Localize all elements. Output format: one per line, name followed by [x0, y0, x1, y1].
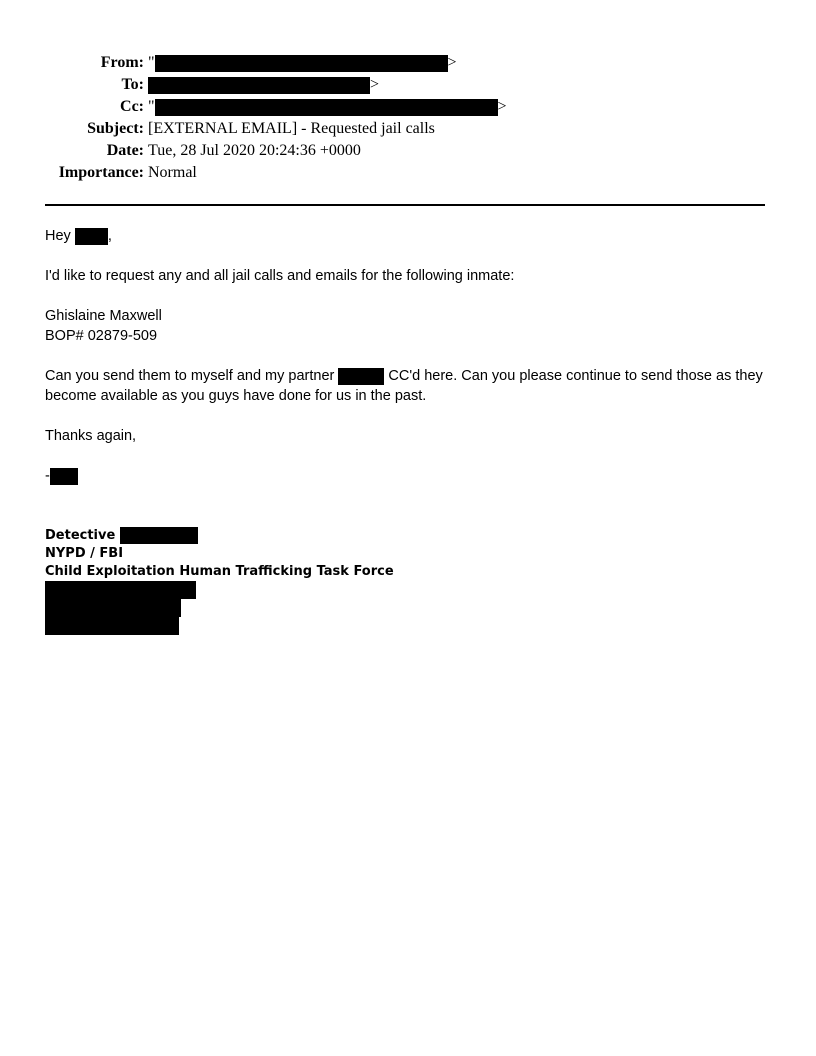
cc-row: [0, 96, 816, 118]
redaction-block: [50, 468, 78, 485]
from-row: [0, 52, 816, 74]
greeting-prefix: Hey: [45, 228, 75, 244]
cc-suffix: >: [497, 98, 507, 115]
date-value: Tue, 28 Jul 2020 20:24:36 +0000: [148, 142, 361, 159]
to-row: [0, 74, 816, 96]
thanks-line: Thanks again,: [45, 428, 137, 444]
importance-label: Importance:: [58, 164, 144, 181]
email-body: [45, 226, 770, 486]
subject-label: Subject:: [87, 120, 144, 137]
signature-unit: Child Exploitation Human Trafficking Task Force: [45, 564, 394, 579]
subject-value: [EXTERNAL EMAIL] - Requested jail calls: [148, 120, 435, 137]
redaction-block: [45, 599, 181, 617]
date-row: [0, 140, 816, 162]
greeting-suffix: ,: [107, 228, 112, 244]
email-header: [0, 52, 816, 184]
cc-prefix: ": [148, 98, 155, 115]
redaction-block: [45, 581, 196, 599]
inmate-bop: BOP# 02879-509: [45, 328, 158, 344]
request-line: I'd like to request any and all jail calls and emails for the following inmate:: [45, 268, 515, 284]
redaction-block: [155, 99, 498, 116]
redaction-block: [155, 55, 448, 72]
send-line-suffix: CC'd here. Can you please continue to send those as they become available as you guys have done for us in the past.: [45, 368, 763, 404]
cc-label: Cc:: [120, 98, 144, 115]
importance-row: [0, 162, 816, 184]
signature-agency: NYPD / FBI: [45, 546, 124, 561]
redaction-block: [148, 77, 370, 94]
cc-value: [148, 98, 507, 116]
to-value: [148, 76, 379, 94]
signoff: [45, 466, 770, 486]
inmate-name: Ghislaine Maxwell: [45, 308, 162, 324]
signoff-dash: -: [45, 468, 50, 484]
signature-title-prefix: Detective: [45, 528, 120, 543]
to-suffix: >: [370, 76, 380, 93]
header-divider: [45, 204, 765, 206]
redaction-block: [338, 368, 384, 385]
greeting: [45, 226, 770, 246]
signature-redacted-contact: [45, 581, 196, 635]
date-label: Date:: [106, 142, 144, 159]
from-value: [148, 54, 457, 72]
from-label: From:: [100, 54, 144, 71]
redaction-block: [75, 228, 108, 245]
signature-title: [45, 527, 394, 545]
importance-value: Normal: [148, 164, 197, 181]
subject-row: [0, 118, 816, 140]
send-line-prefix: Can you send them to myself and my partner: [45, 368, 339, 384]
redaction-block: [120, 527, 198, 544]
to-label: To:: [121, 76, 144, 93]
signature: [45, 527, 394, 581]
from-prefix: ": [148, 54, 155, 71]
redaction-block: [45, 617, 179, 635]
send-paragraph: [45, 366, 770, 406]
from-suffix: >: [447, 54, 457, 71]
